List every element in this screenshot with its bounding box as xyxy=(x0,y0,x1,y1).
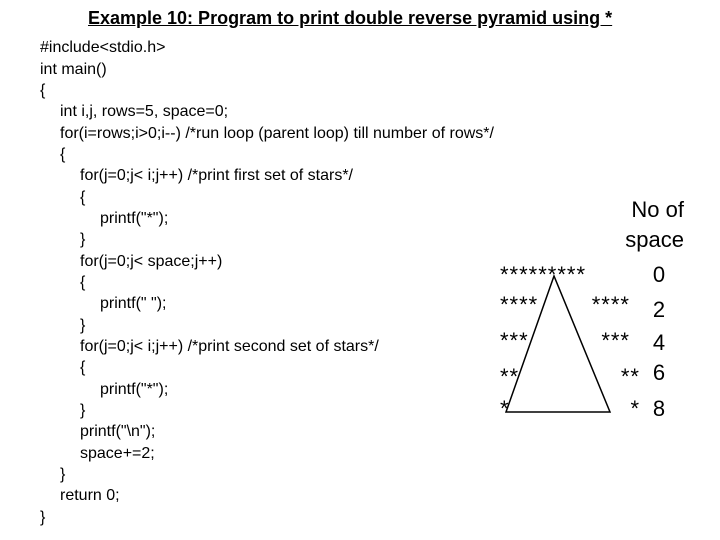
star-row xyxy=(500,326,640,356)
code-line: } xyxy=(40,509,46,526)
space-count: 2 xyxy=(652,297,666,322)
star-row xyxy=(500,394,640,424)
code-line: { xyxy=(80,359,86,376)
space-count: 8 xyxy=(652,396,666,421)
code-line: #include<stdio.h> xyxy=(40,39,166,56)
code-line: } xyxy=(80,402,86,419)
code-line: int i,j, rows=5, space=0; xyxy=(60,103,229,120)
space-count: 4 xyxy=(652,330,666,355)
space-count: 0 xyxy=(652,262,666,287)
star-left: *** xyxy=(500,328,529,353)
code-line: printf("\n"); xyxy=(80,423,156,440)
star-right: ** xyxy=(620,364,640,389)
code-line: int main() xyxy=(40,61,107,78)
star-left: ** xyxy=(500,364,520,389)
star-left: **** xyxy=(500,292,539,317)
code-line: } xyxy=(60,466,66,483)
star-row xyxy=(500,290,640,320)
code-line: } xyxy=(80,231,86,248)
code-line: for(j=0;j< space;j++) xyxy=(80,253,223,270)
space-label-line1: No of xyxy=(631,197,684,222)
code-line: } xyxy=(80,317,86,334)
code-line: { xyxy=(80,189,86,206)
code-line: printf("*"); xyxy=(100,210,169,227)
star-right: * xyxy=(630,396,640,421)
star-left: ********* xyxy=(500,262,587,287)
star-right: **** xyxy=(591,292,630,317)
code-line: for(j=0;j< i;j++) /*print second set of stars*/ xyxy=(80,338,379,355)
code-line: { xyxy=(80,274,86,291)
code-line: return 0; xyxy=(60,487,120,504)
slide-title: Example 10: Program to print double reverse pyramid using * xyxy=(88,8,613,28)
code-line: { xyxy=(60,146,66,163)
code-line: for(i=rows;i>0;i--) /*run loop (parent loop) till number of rows*/ xyxy=(60,125,494,142)
star-right: *** xyxy=(601,328,630,353)
code-line: printf(" "); xyxy=(100,295,167,312)
star-row xyxy=(500,362,640,392)
star-left: * xyxy=(500,396,510,421)
code-line: for(j=0;j< i;j++) /*print first set of stars*/ xyxy=(80,167,353,184)
code-line: printf("*"); xyxy=(100,381,169,398)
space-label-line2: space xyxy=(625,227,684,252)
code-line: space+=2; xyxy=(80,445,155,462)
star-row xyxy=(500,260,640,290)
code-line: { xyxy=(40,82,46,99)
space-count: 6 xyxy=(652,360,666,385)
